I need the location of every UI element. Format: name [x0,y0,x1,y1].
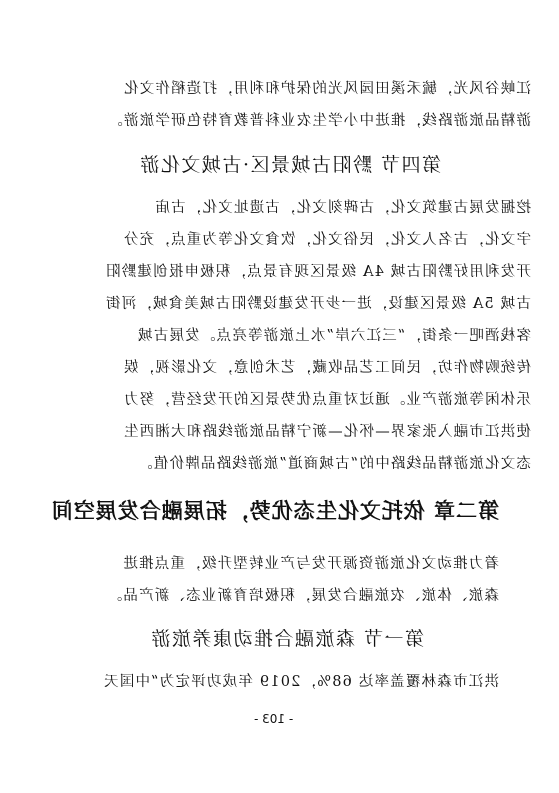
paragraph-line: 洪江市森林覆盖率达 68%，2019 年成功评定为“中国天 [102,674,499,690]
paragraph-line: 宇文化，古名人文化，民俗文化，饮食文化等为重点，充分 [122,232,531,248]
paragraph-line: 游精品旅游路线，推进中小学生农业科普教育特色研学旅游。 [107,113,531,129]
section-heading: 第四节 黔阳古城景区·古城文化游 [138,154,441,176]
paragraph-line: 挖掘发展古建筑文化，古碑刻文化，古遗址文化，古庙 [154,200,531,216]
paragraph-line: 乐休闲等旅游产业。通过对重点优势景区的开发经营，努力 [122,392,531,408]
paragraph-line: 着力推动文化旅游资源开发与产业转型升级，重点推进 [122,556,499,572]
paragraph-line: 江峡谷风光，毓禾溪田园风光的保护和利用，打造稻作文化 [122,81,531,97]
page-number: - 103 - [254,712,294,726]
paragraph-line: 古城 5A 级景区建设，进一步开发建设黔阳古城美食城，河街 [104,296,531,312]
paragraph-line: 开发利用好黔阳古城 4A 级景区现有景点，积极申报创建黔阳 [104,264,531,280]
paragraph-line: 使洪江市融入张家界—怀化—新宁精品旅游线路和大湘西生 [122,424,531,440]
paragraph-line: 态文化旅游精品线路中的“古城商道”旅游线路品牌价值。 [136,456,531,472]
paragraph-line: 森旅、体旅、农旅融合发展，积极培育新业态、新产品。 [106,588,499,604]
section-heading: 第一节 森旅融合推动康养旅游 [149,628,424,650]
chapter-heading: 第二章 依托文化生态优势，拓展融合发展空间 [50,499,499,523]
paragraph-line: 传统购物作坊，民间工艺品收藏，艺术创意，文化影视，娱 [122,360,531,376]
paragraph-line: 客栈酒吧一条街，“三江六岸”水上旅游等亮点。发展古城 [136,328,531,344]
